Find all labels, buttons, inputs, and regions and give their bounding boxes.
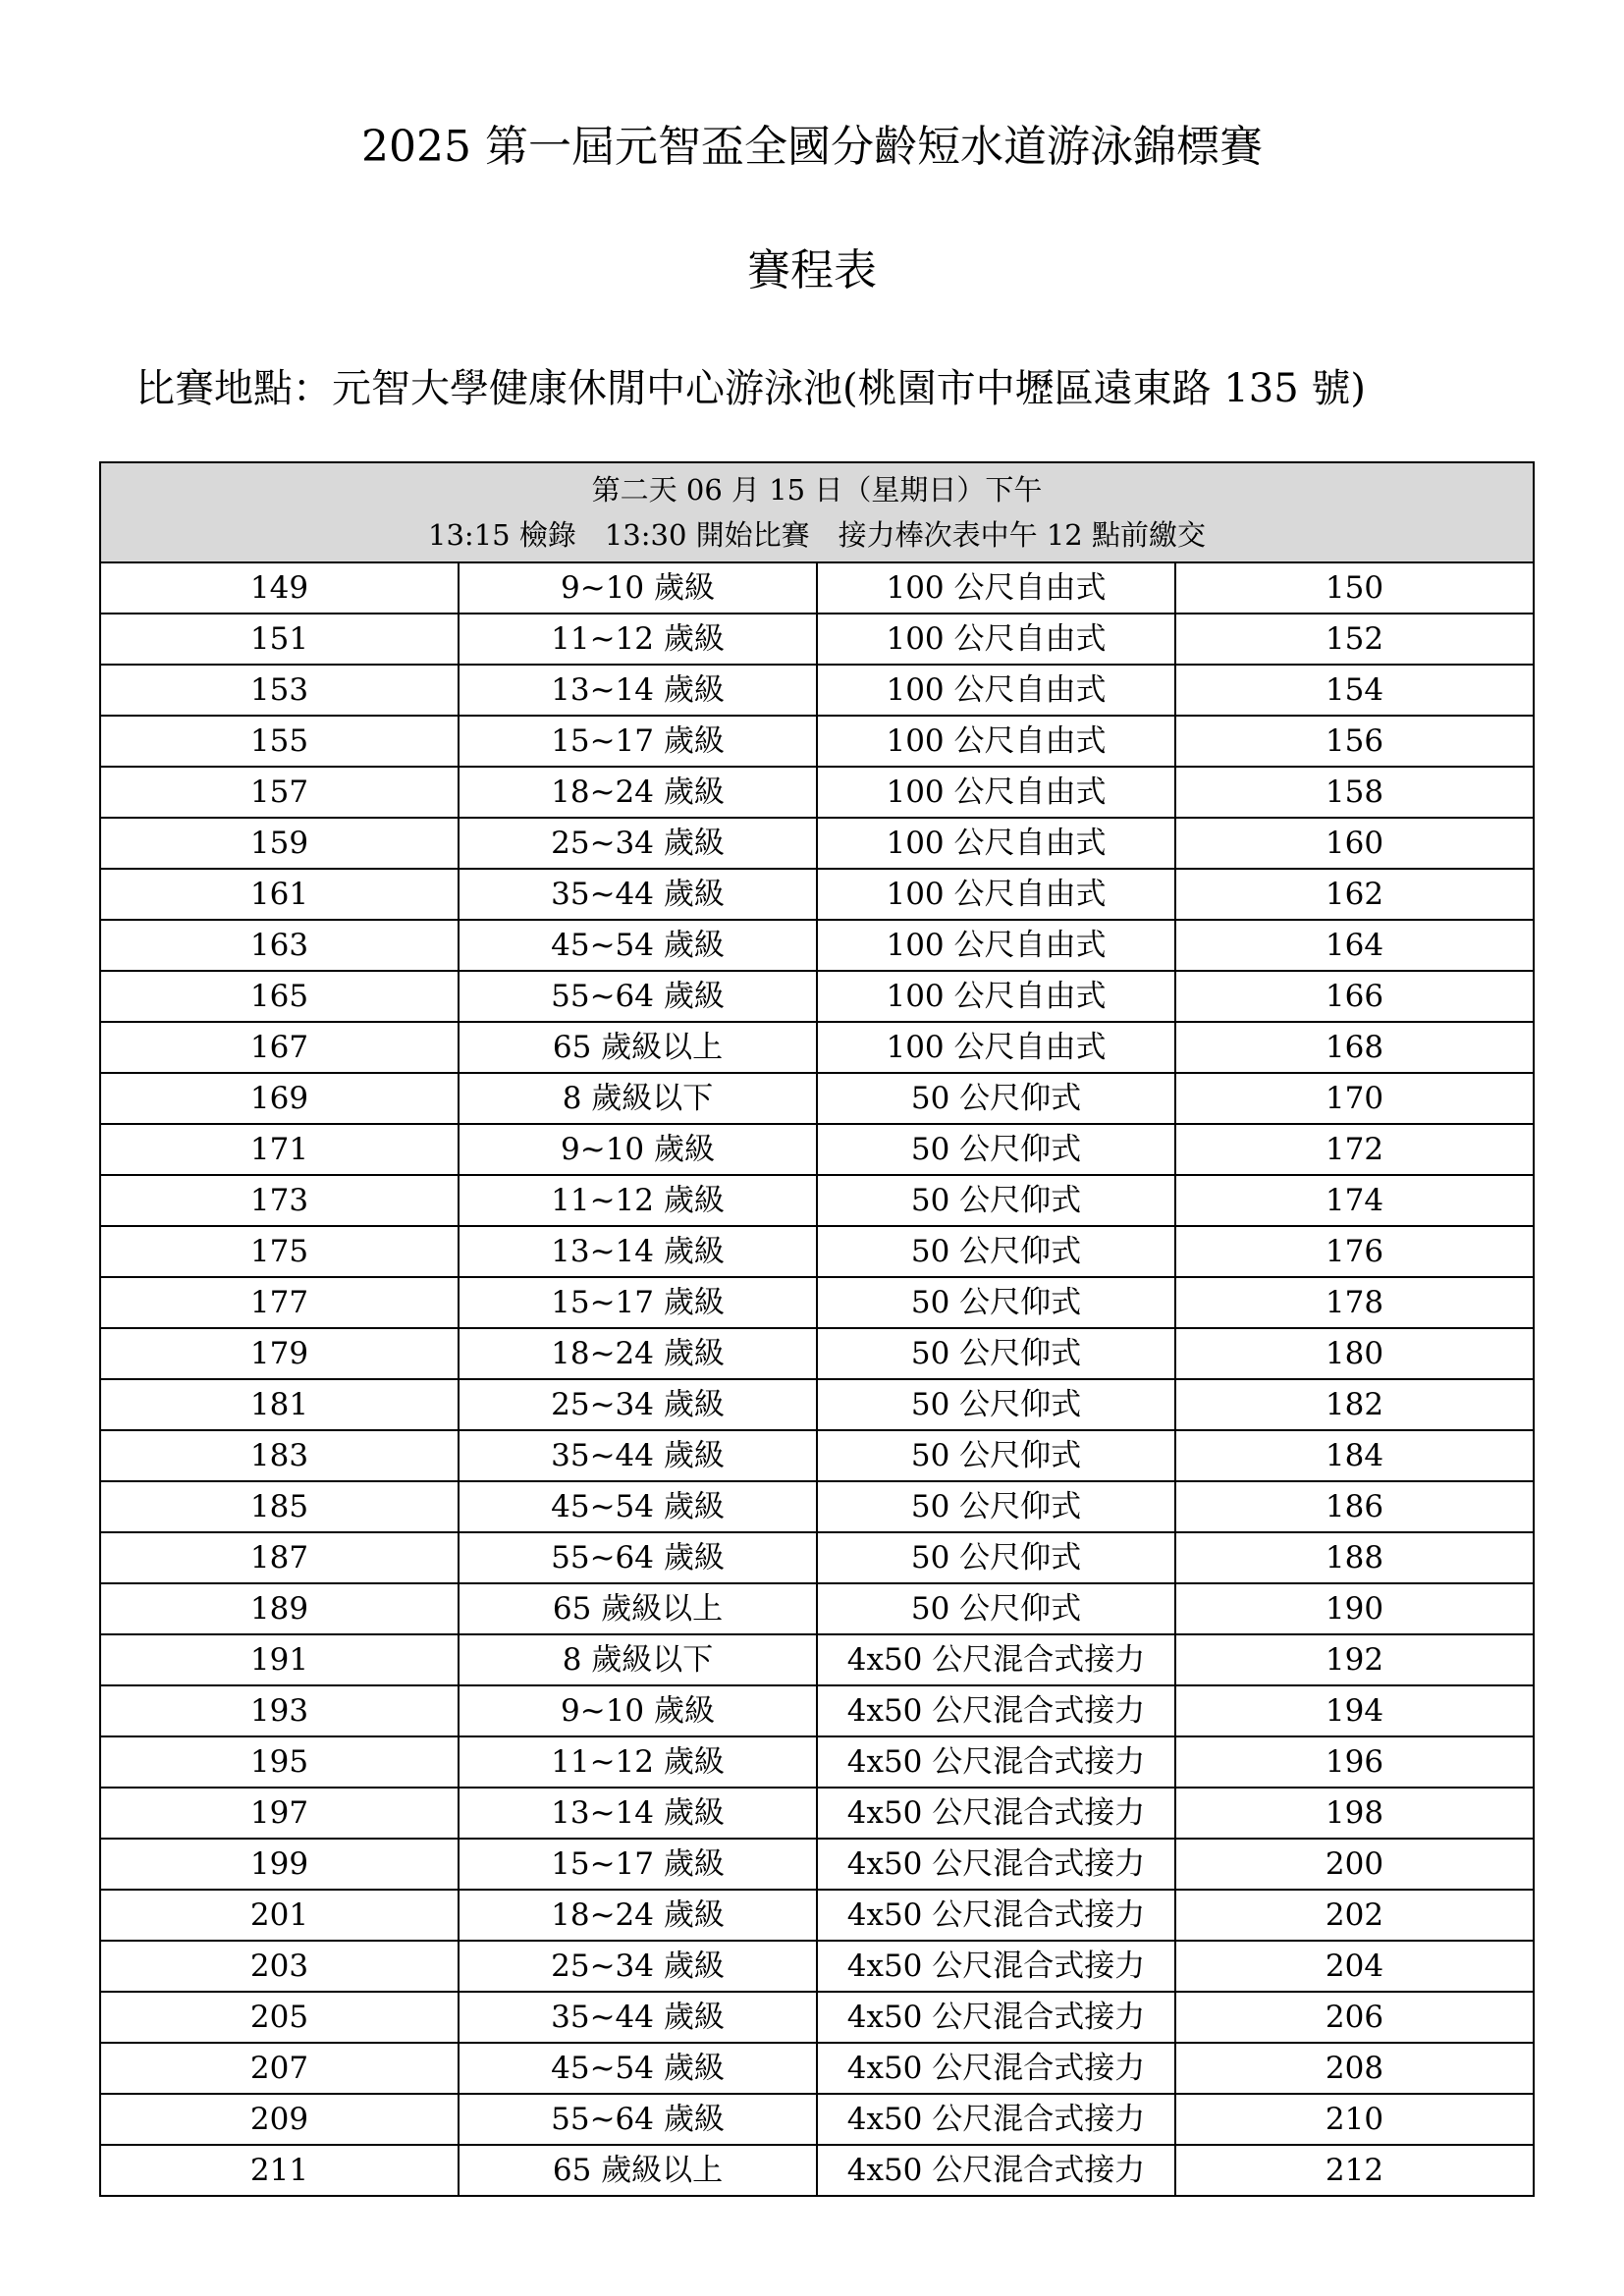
event-number-boys: 210 [1175, 2094, 1534, 2145]
event-number-boys: 184 [1175, 1430, 1534, 1481]
event-number-girls: 171 [100, 1124, 459, 1175]
age-group: 11~12 歲級 [459, 1736, 817, 1788]
table-row [100, 1685, 1534, 1736]
table-row [100, 614, 1534, 665]
table-row [100, 1277, 1534, 1328]
event-number-boys: 212 [1175, 2145, 1534, 2196]
age-group: 15~17 歲級 [459, 1839, 817, 1890]
event-name: 100 公尺自由式 [817, 716, 1175, 767]
table-row [100, 1226, 1534, 1277]
event-number-boys: 156 [1175, 716, 1534, 767]
age-group: 65 歲級以上 [459, 1583, 817, 1634]
event-number-boys: 168 [1175, 1022, 1534, 1073]
age-group: 25~34 歲級 [459, 1941, 817, 1992]
event-number-girls: 207 [100, 2043, 459, 2094]
event-number-girls: 153 [100, 665, 459, 716]
table-row [100, 1941, 1534, 1992]
event-number-girls: 183 [100, 1430, 459, 1481]
event-number-boys: 200 [1175, 1839, 1534, 1890]
table-row [100, 1430, 1534, 1481]
table-row [100, 1379, 1534, 1430]
event-name: 4x50 公尺混合式接力 [817, 1736, 1175, 1788]
event-name: 100 公尺自由式 [817, 1022, 1175, 1073]
event-name: 4x50 公尺混合式接力 [817, 1685, 1175, 1736]
table-row [100, 1788, 1534, 1839]
table-row [100, 971, 1534, 1022]
event-number-girls: 169 [100, 1073, 459, 1124]
event-number-boys: 190 [1175, 1583, 1534, 1634]
event-name: 50 公尺仰式 [817, 1532, 1175, 1583]
venue-line: 比賽地點：元智大學健康休閒中心游泳池(桃園市中壢區遠東路 135 號) [135, 366, 1366, 411]
age-group: 11~12 歲級 [459, 1175, 817, 1226]
event-number-boys: 162 [1175, 869, 1534, 920]
event-name: 50 公尺仰式 [817, 1430, 1175, 1481]
event-number-girls: 179 [100, 1328, 459, 1379]
event-number-girls: 211 [100, 2145, 459, 2196]
table-row [100, 767, 1534, 818]
table-row [100, 1073, 1534, 1124]
event-number-boys: 194 [1175, 1685, 1534, 1736]
age-group: 45~54 歲級 [459, 2043, 817, 2094]
event-number-boys: 206 [1175, 1992, 1534, 2043]
event-number-girls: 165 [100, 971, 459, 1022]
page-title: 2025 第一屆元智盃全國分齡短水道游泳錦標賽 [361, 122, 1263, 172]
table-row [100, 818, 1534, 869]
table-row [100, 920, 1534, 971]
table-row [100, 1328, 1534, 1379]
age-group: 18~24 歲級 [459, 1328, 817, 1379]
event-number-boys: 160 [1175, 818, 1534, 869]
event-number-boys: 164 [1175, 920, 1534, 971]
table-row [100, 1124, 1534, 1175]
age-group: 45~54 歲級 [459, 920, 817, 971]
age-group: 35~44 歲級 [459, 1430, 817, 1481]
session-date: 第二天 06 月 15 日（星期日）下午 [591, 473, 1043, 507]
event-name: 50 公尺仰式 [817, 1277, 1175, 1328]
event-number-girls: 199 [100, 1839, 459, 1890]
event-name: 4x50 公尺混合式接力 [817, 1788, 1175, 1839]
age-group: 13~14 歲級 [459, 1226, 817, 1277]
event-number-girls: 181 [100, 1379, 459, 1430]
event-number-girls: 157 [100, 767, 459, 818]
event-number-boys: 152 [1175, 614, 1534, 665]
event-number-girls: 161 [100, 869, 459, 920]
age-group: 55~64 歲級 [459, 1532, 817, 1583]
age-group: 13~14 歲級 [459, 1788, 817, 1839]
table-row [100, 1736, 1534, 1788]
event-name: 50 公尺仰式 [817, 1175, 1175, 1226]
schedule-rows [100, 562, 1534, 2196]
age-group: 15~17 歲級 [459, 716, 817, 767]
age-group: 8 歲級以下 [459, 1634, 817, 1685]
event-number-boys: 178 [1175, 1277, 1534, 1328]
event-number-girls: 185 [100, 1481, 459, 1532]
table-row [100, 1175, 1534, 1226]
event-name: 4x50 公尺混合式接力 [817, 2145, 1175, 2196]
age-group: 65 歲級以上 [459, 2145, 817, 2196]
table-row [100, 562, 1534, 614]
event-name: 4x50 公尺混合式接力 [817, 1839, 1175, 1890]
age-group: 35~44 歲級 [459, 869, 817, 920]
event-number-boys: 208 [1175, 2043, 1534, 2094]
age-group: 55~64 歲級 [459, 2094, 817, 2145]
table-row [100, 665, 1534, 716]
event-name: 100 公尺自由式 [817, 665, 1175, 716]
schedule-table [99, 461, 1535, 2197]
age-group: 65 歲級以上 [459, 1022, 817, 1073]
table-row [100, 1532, 1534, 1583]
table-row [100, 1992, 1534, 2043]
event-number-girls: 149 [100, 562, 459, 614]
event-name: 4x50 公尺混合式接力 [817, 1890, 1175, 1941]
event-name: 100 公尺自由式 [817, 614, 1175, 665]
event-number-boys: 150 [1175, 562, 1534, 614]
event-name: 100 公尺自由式 [817, 767, 1175, 818]
age-group: 11~12 歲級 [459, 614, 817, 665]
event-number-girls: 189 [100, 1583, 459, 1634]
event-number-girls: 159 [100, 818, 459, 869]
event-number-boys: 182 [1175, 1379, 1534, 1430]
event-number-girls: 191 [100, 1634, 459, 1685]
event-number-boys: 170 [1175, 1073, 1534, 1124]
event-number-girls: 203 [100, 1941, 459, 1992]
event-number-girls: 193 [100, 1685, 459, 1736]
session-times: 13:15 檢錄 13:30 開始比賽 接力棒次表中午 12 點前繳交 [428, 518, 1206, 552]
event-number-girls: 163 [100, 920, 459, 971]
event-name: 100 公尺自由式 [817, 562, 1175, 614]
event-number-boys: 186 [1175, 1481, 1534, 1532]
age-group: 9~10 歲級 [459, 1685, 817, 1736]
event-name: 50 公尺仰式 [817, 1328, 1175, 1379]
event-number-boys: 202 [1175, 1890, 1534, 1941]
age-group: 45~54 歲級 [459, 1481, 817, 1532]
event-number-boys: 154 [1175, 665, 1534, 716]
table-row [100, 1890, 1534, 1941]
event-number-boys: 196 [1175, 1736, 1534, 1788]
table-row [100, 1634, 1534, 1685]
event-number-girls: 201 [100, 1890, 459, 1941]
event-number-boys: 158 [1175, 767, 1534, 818]
event-name: 50 公尺仰式 [817, 1226, 1175, 1277]
event-number-boys: 166 [1175, 971, 1534, 1022]
event-name: 50 公尺仰式 [817, 1481, 1175, 1532]
age-group: 9~10 歲級 [459, 1124, 817, 1175]
table-row [100, 1022, 1534, 1073]
event-name: 50 公尺仰式 [817, 1124, 1175, 1175]
age-group: 55~64 歲級 [459, 971, 817, 1022]
event-number-girls: 175 [100, 1226, 459, 1277]
event-number-boys: 188 [1175, 1532, 1534, 1583]
table-row [100, 2145, 1534, 2196]
event-number-girls: 173 [100, 1175, 459, 1226]
event-name: 100 公尺自由式 [817, 920, 1175, 971]
event-name: 100 公尺自由式 [817, 971, 1175, 1022]
age-group: 25~34 歲級 [459, 1379, 817, 1430]
event-number-boys: 180 [1175, 1328, 1534, 1379]
page-subtitle: 賽程表 [747, 245, 877, 295]
event-number-boys: 192 [1175, 1634, 1534, 1685]
event-number-girls: 197 [100, 1788, 459, 1839]
day-session-header [100, 462, 1534, 562]
event-name: 4x50 公尺混合式接力 [817, 2043, 1175, 2094]
event-number-boys: 198 [1175, 1788, 1534, 1839]
event-number-boys: 172 [1175, 1124, 1534, 1175]
event-name: 50 公尺仰式 [817, 1379, 1175, 1430]
event-number-girls: 167 [100, 1022, 459, 1073]
table-row [100, 2094, 1534, 2145]
event-number-girls: 177 [100, 1277, 459, 1328]
event-name: 4x50 公尺混合式接力 [817, 1634, 1175, 1685]
event-name: 50 公尺仰式 [817, 1073, 1175, 1124]
event-number-girls: 195 [100, 1736, 459, 1788]
event-name: 100 公尺自由式 [817, 818, 1175, 869]
event-number-girls: 209 [100, 2094, 459, 2145]
event-number-girls: 151 [100, 614, 459, 665]
event-number-boys: 204 [1175, 1941, 1534, 1992]
table-row [100, 869, 1534, 920]
event-number-boys: 176 [1175, 1226, 1534, 1277]
age-group: 18~24 歲級 [459, 767, 817, 818]
event-name: 100 公尺自由式 [817, 869, 1175, 920]
age-group: 13~14 歲級 [459, 665, 817, 716]
age-group: 35~44 歲級 [459, 1992, 817, 2043]
age-group: 8 歲級以下 [459, 1073, 817, 1124]
table-row [100, 716, 1534, 767]
age-group: 15~17 歲級 [459, 1277, 817, 1328]
age-group: 18~24 歲級 [459, 1890, 817, 1941]
age-group: 25~34 歲級 [459, 818, 817, 869]
event-name: 4x50 公尺混合式接力 [817, 1941, 1175, 1992]
event-name: 50 公尺仰式 [817, 1583, 1175, 1634]
event-number-girls: 155 [100, 716, 459, 767]
table-row [100, 1481, 1534, 1532]
table-header-row [100, 462, 1534, 562]
table-row [100, 2043, 1534, 2094]
event-name: 4x50 公尺混合式接力 [817, 2094, 1175, 2145]
event-number-boys: 174 [1175, 1175, 1534, 1226]
table-row [100, 1839, 1534, 1890]
event-number-girls: 205 [100, 1992, 459, 2043]
event-number-girls: 187 [100, 1532, 459, 1583]
event-name: 4x50 公尺混合式接力 [817, 1992, 1175, 2043]
table-row [100, 1583, 1534, 1634]
age-group: 9~10 歲級 [459, 562, 817, 614]
